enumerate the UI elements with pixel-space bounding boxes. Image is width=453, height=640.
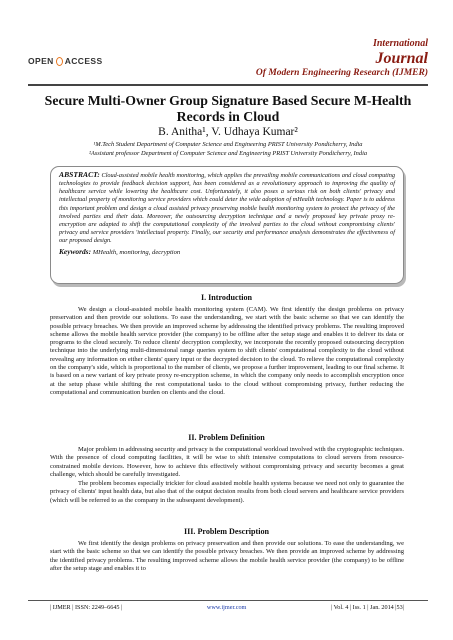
affiliation-1: ¹M.Tech Student Department of Computer Science and Engineering PRIST University Pondicherry, India [93,141,363,148]
footer-divider [28,600,428,601]
keywords-text: MHealth, monitoring, decryption [92,249,181,257]
footer-volume-page: | Vol. 4 | Iss. 1 | Jan. 2014 |53| [330,604,404,611]
keywords-line [59,248,395,257]
problem-definition-paragraph-2: The problem becomes especially trickier for cloud assisted mobile health systems because we need not only to guarantee the privacy of clients' input health data, but also that of the output decision results from both cloud servers and healthcare service providers (which will be referred to as the company in the subsequent development). [50,480,404,504]
footer-website-link[interactable]: www.ijmer.com [206,604,247,611]
abstract-heading: ABSTRACT: [59,170,100,179]
journal-line-2: Journal [375,50,428,67]
journal-name [256,38,428,79]
introduction-paragraph: We design a cloud-assisted mobile health monitoring system (CAM). We first identify the design problems on privacy preservation and then provide our solutions. To ease the understanding, we start with the basic scheme so that we can identify the possible privacy breaches. We then provide an improved scheme by addressing the identified privacy problems. The resulting improved scheme allows the mobile health service provider (the company) to be offline after the setup stage and enables it to deliver its data or programs to the cloud securely. To reduce clients' decryption complexity, we incorporate the recently proposed outsourcing decryption technique into the underlying multi-dimensional range queries system to shift clients' computational complexity to the cloud without revealing any information on either clients' query input or the decrypted decision to the cloud. To relieve the computational complexity on the company's side, which is proportional to the number of clients, we propose a further improvement, leading to our final scheme. It is based on a new variant of key private proxy re-encryption scheme, in which the company only needs to accomplish encryption once at the setup phase while shifting the rest computational tasks to the cloud without compromising privacy, further reducing the computational and communication burden on clients and the cloud. [50,306,404,396]
page-footer [50,604,404,611]
paper-title: Secure Multi-Owner Group Signature Based Secure M-Health Records in Cloud [44,93,412,124]
journal-line-1: International [372,38,428,49]
logo-word-open: OPEN [28,56,54,66]
abstract-text: Cloud-assisted mobile health monitoring, which applies the prevailing mobile communications and cloud computing technologies to provide feedback decision support, has been considered as a revolutionary approach to improving the quality of healthcare service while lowering the healthcare cost. Unfortunately, it also poses a serious risk on both clients' privacy and intellectual property of monitoring service providers which could deter the wide adoption of mHealth technology. Paper is to address this important problem and design a cloud assisted privacy preserving mobile health monitoring system to protect the privacy of the involved parties and their data. Moreover, the outsourcing decryption technique and a newly proposed key private proxy re-encryption are adapted to shift the computational complexity of the involved parties to the cloud without compromising clients' privacy and service providers 'intellectual property. Finally, our security and performance analysis demonstrates the effectiveness of our proposed design. [59,172,396,245]
problem-description-paragraph: We first identify the design problems on privacy preservation and then provide our solutions. To ease the understanding, we start with the basic scheme so that we can identify the possible privacy breaches. We then provide an improved scheme by addressing the identified privacy problems. The resulting improved scheme allows the mobile health service provider (the company) to be offline after the setup stage and enables it to [50,540,404,572]
footer-journal-issn: | IJMER | ISSN: 2249–6645 | [50,604,123,611]
header-divider [28,84,428,86]
section-heading-problem-definition: II. Problem Definition [188,433,265,442]
section-heading-introduction: I. Introduction [200,293,253,302]
journal-header [28,38,428,88]
open-access-logo [28,56,103,66]
open-lock-icon [56,57,63,66]
affiliation-2: ²Assistant professor Department of Computer Science and Engineering PRIST University Pondicherry, India [88,150,368,157]
problem-definition-paragraph-1: Major problem in addressing security and privacy is the computational workload involved with the cryptographic techniques. With the presence of cloud computing facilities, it will be wise to shift intensive computations to cloud servers from resource-constrained mobile devices. However, how to achieve this effectively without compromising privacy and security becomes a great challenge, which should be carefully investigated. [50,446,404,478]
paper-authors: B. Anitha¹, V. Udhaya Kumar² [158,126,298,138]
journal-line-3: Of Modern Engineering Research (IJMER) [255,68,428,78]
keywords-heading: Keywords: [59,247,92,257]
abstract-box [50,166,404,284]
logo-word-access: ACCESS [64,56,103,66]
section-heading-problem-description: III. Problem Description [183,527,270,536]
